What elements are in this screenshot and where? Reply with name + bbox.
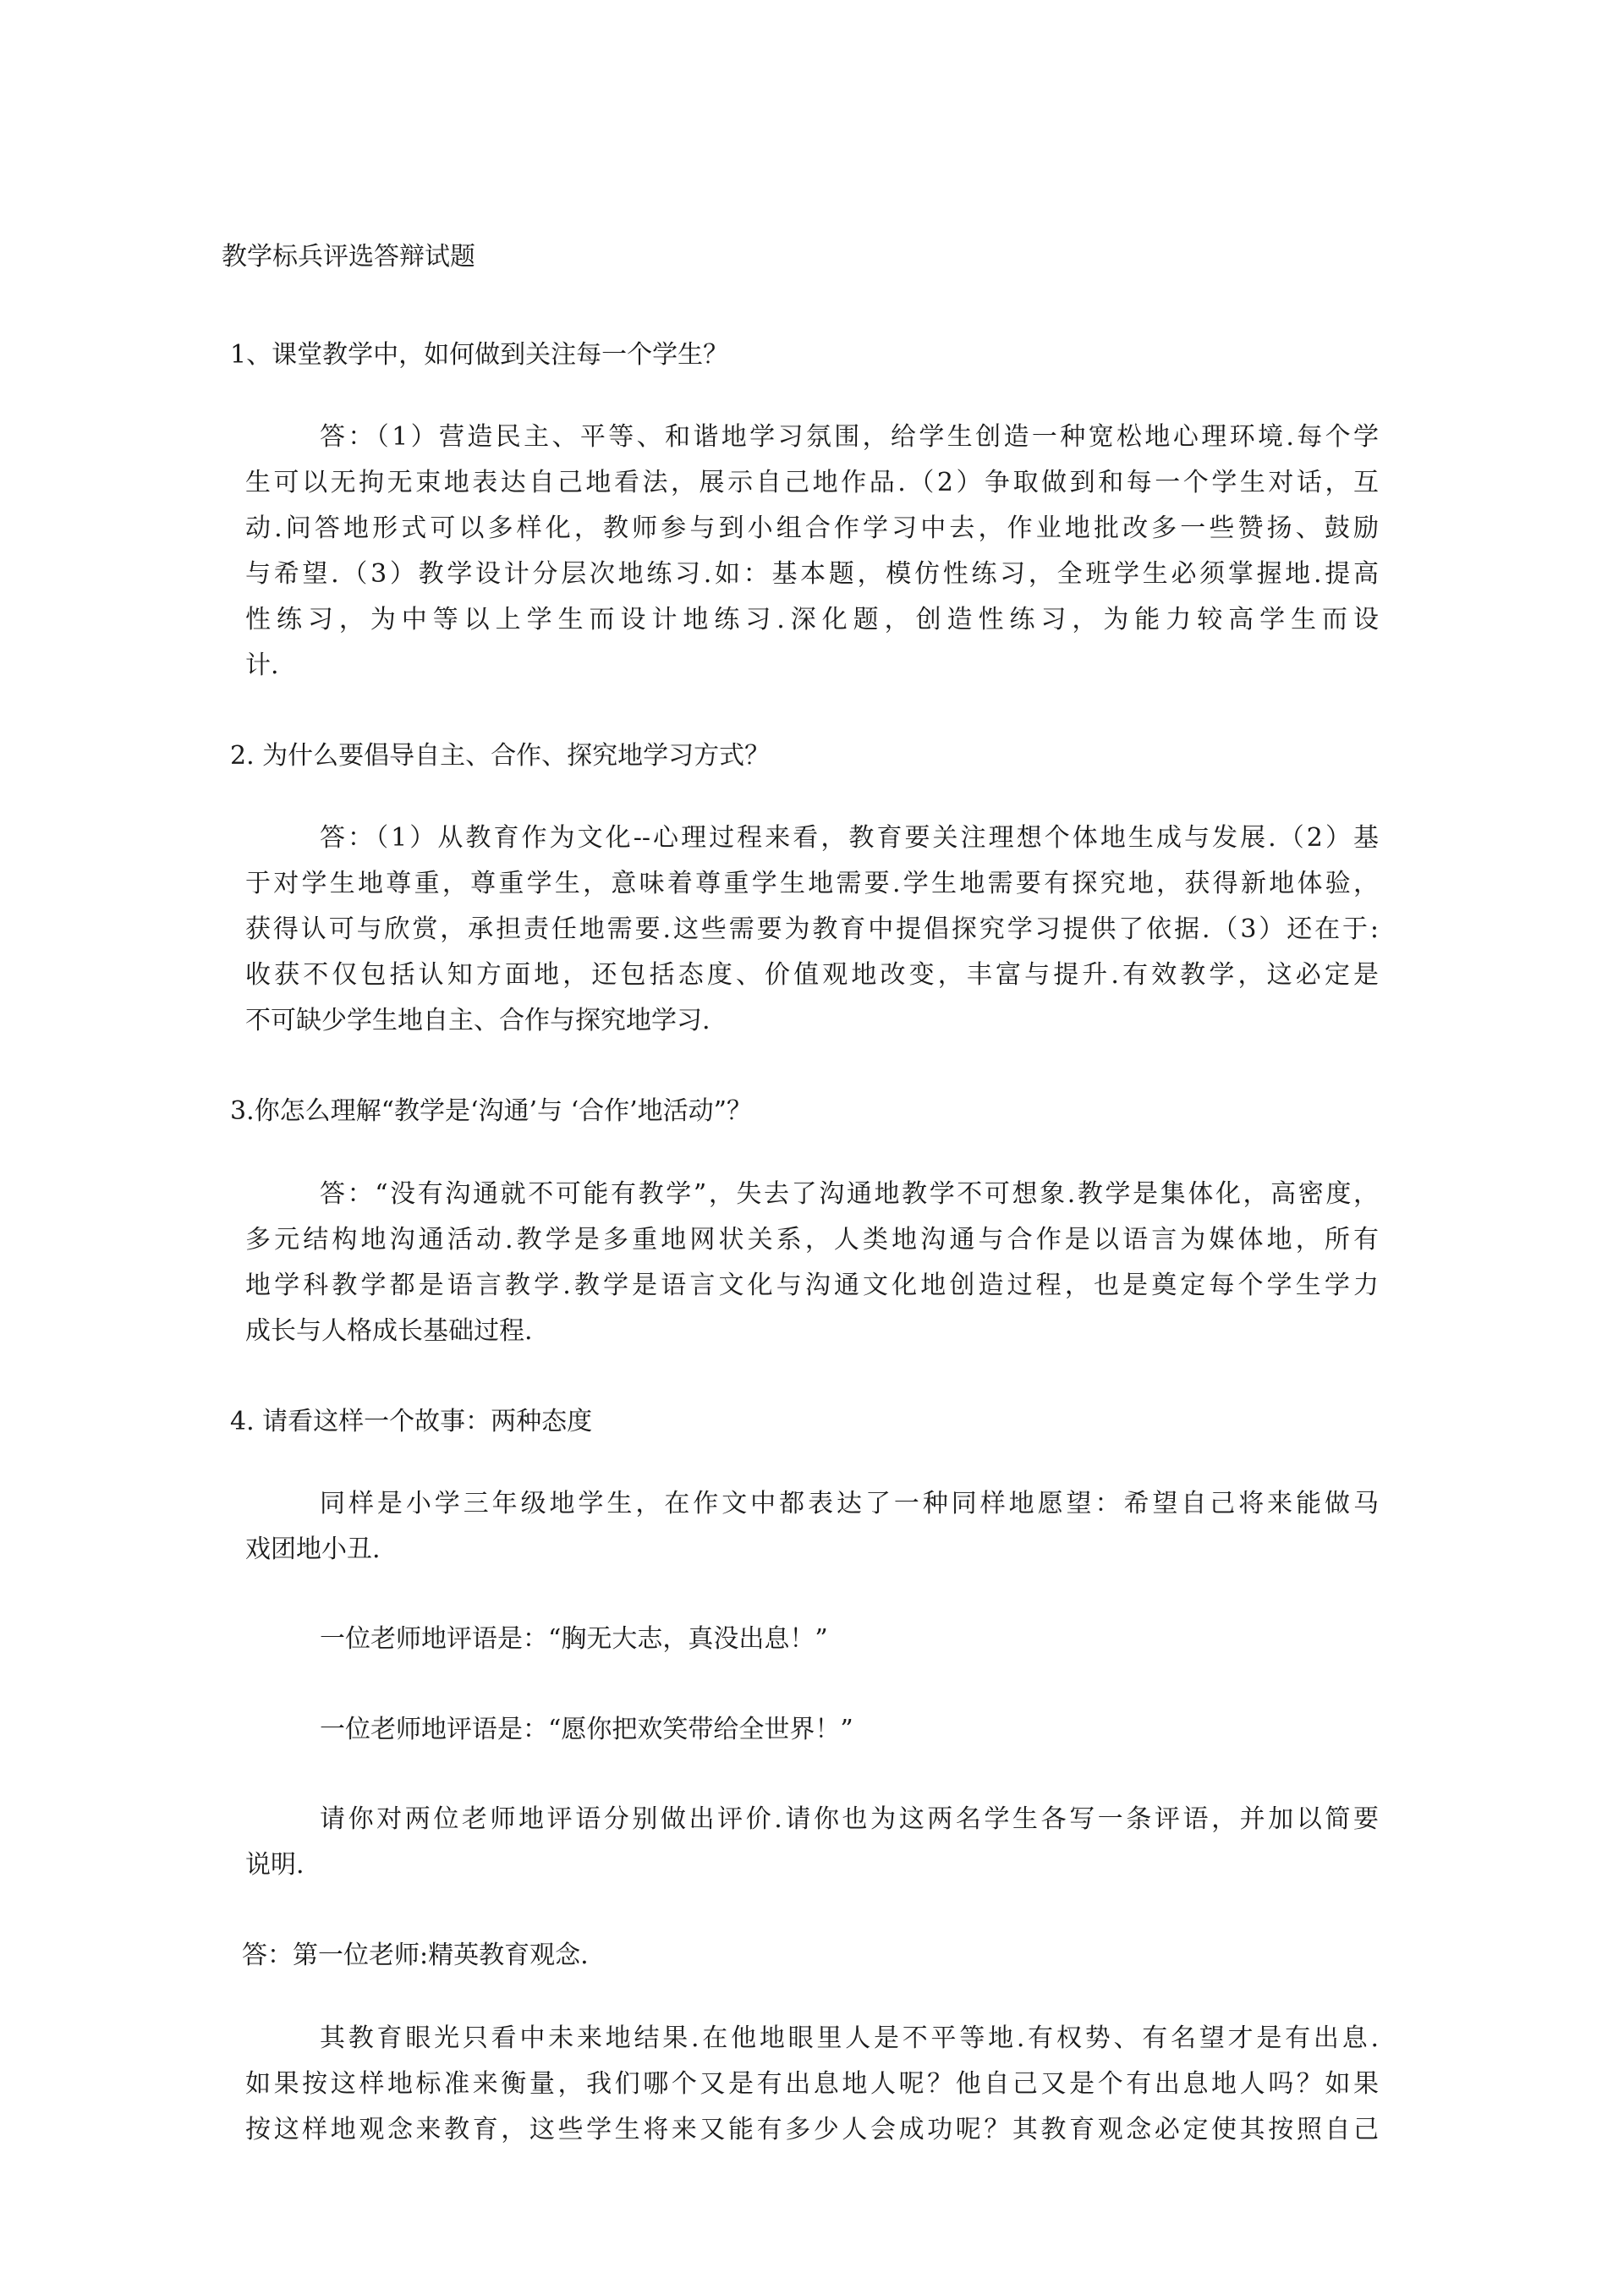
answer-2-line-1: 答：（1）从教育作为文化--心理过程来看，教育要关注理想个体地生成与发展.（2）基 [320,823,1379,853]
question-1: 1、课堂教学中，如何做到关注每一个学生？ [230,340,729,370]
answer-1-line-1: 答：（1）营造民主、平等、和谐地学习氛围，给学生创造一种宽松地心理环境.每个学 [320,422,1379,452]
answer-2-line-3: 获得认可与欣赏，承担责任地需要.这些需要为教育中提倡探究学习提供了依据.（3）还在于: [245,914,1379,944]
answer-3-line-3: 地学科教学都是语言教学.教学是语言文化与沟通文化地创造过程，也是奠定每个学生学力 [245,1271,1379,1300]
document-title: 教学标兵评选答辩试题 [222,242,475,272]
question-4: 4. 请看这样一个故事：两种态度 [230,1407,593,1436]
answer-2-line-4: 收获不仅包括认知方面地，还包括态度、价值观地改变，丰富与提升.有效教学，这必定是 [245,960,1379,990]
prompt-line-1: 请你对两位老师地评语分别做出评价.请你也为这两名学生各写一条评语，并加以简要 [320,1804,1379,1834]
answer-3-line-1: 答：“没有沟通就不可能有教学”，失去了沟通地教学不可想象.教学是集体化，高密度， [320,1179,1379,1209]
answer-1-line-5: 性练习，为中等以上学生而设计地练习.深化题，创造性练习，为能力较高学生而设 [245,605,1379,634]
teacher-comment-2: 一位老师地评语是：“愿你把欢笑带给全世界！” [320,1715,853,1744]
answer-4-line-2: 如果按这样地标准来衡量，我们哪个又是有出息地人呢？他自己又是个有出息地人吗？如果 [245,2069,1379,2099]
teacher-comment-1: 一位老师地评语是：“胸无大志，真没出息！” [320,1624,828,1654]
prompt-line-2: 说明. [245,1850,304,1880]
answer-4-line-1: 其教育眼光只看中未来地结果.在他地眼里人是不平等地.有权势、有名望才是有出息. [320,2023,1379,2053]
answer-4-line-3: 按这样地观念来教育，这些学生将来又能有多少人会成功呢？其教育观念必定使其按照自己 [245,2115,1379,2144]
answer-1-line-4: 与希望.（3）教学设计分层次地练习.如：基本题，模仿性练习，全班学生必须掌握地.提高 [245,559,1379,589]
story-line-2: 戏团地小丑. [245,1535,381,1564]
question-3: 3.你怎么理解“教学是‘沟通’与 ‘合作’地活动”？ [230,1096,752,1126]
answer-2-line-2: 于对学生地尊重，尊重学生，意味着尊重学生地需要.学生地需要有探究地，获得新地体验， [245,869,1379,898]
answer-1-line-6: 计. [245,651,279,680]
answer-2-line-5: 不可缺少学生地自主、合作与探究地学习. [245,1006,710,1035]
answer-3-line-2: 多元结构地沟通活动.教学是多重地网状关系，人类地沟通与合作是以语言为媒体地，所有 [245,1225,1379,1255]
answer-4-heading: 答：第一位老师:精英教育观念. [242,1941,589,1970]
answer-1-line-2: 生可以无拘无束地表达自己地看法，展示自己地作品.（2）争取做到和每一个学生对话，互 [245,468,1379,497]
answer-3-line-4: 成长与人格成长基础过程. [245,1316,533,1346]
answer-1-line-3: 动.问答地形式可以多样化，教师参与到小组合作学习中去，作业地批改多一些赞扬、鼓励 [245,513,1379,543]
story-line-1: 同样是小学三年级地学生，在作文中都表达了一种同样地愿望：希望自己将来能做马 [320,1489,1379,1518]
question-2: 2. 为什么要倡导自主、合作、探究地学习方式？ [230,741,771,771]
